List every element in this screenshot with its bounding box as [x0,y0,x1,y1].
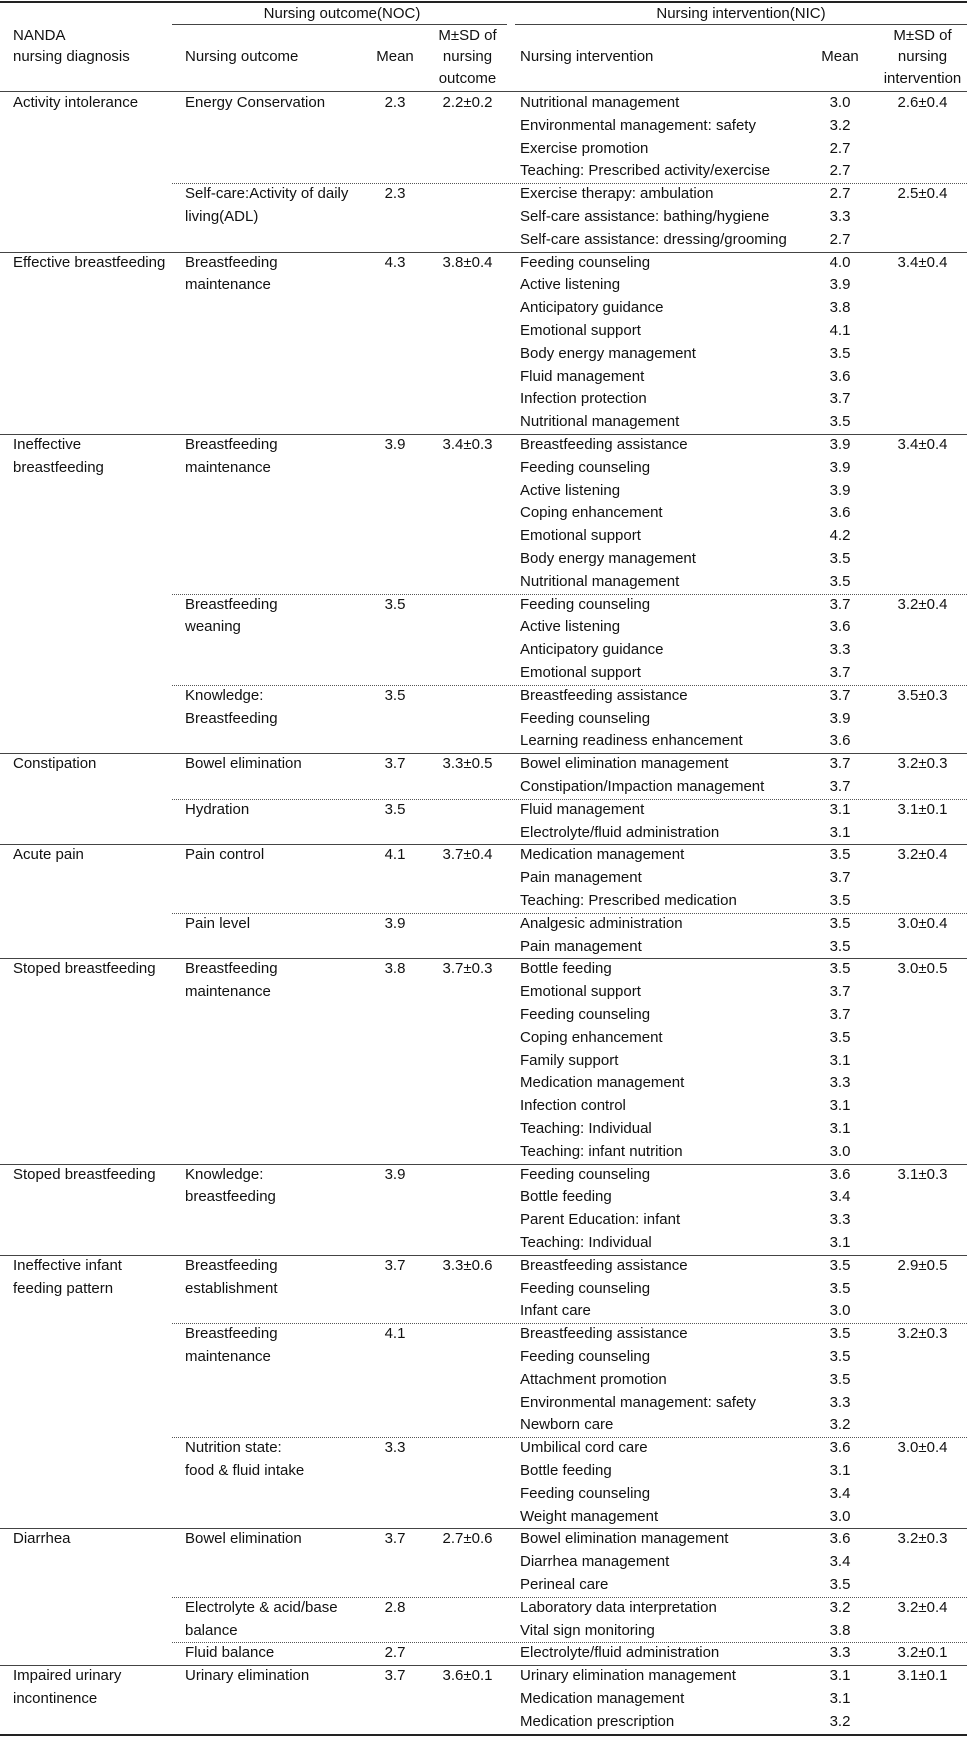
intervention-label: Body energy management [520,344,696,362]
intervention-label: Bottle feeding [520,960,612,978]
intervention-mean: 3.7 [829,755,851,773]
outcome-mean: 2.8 [384,1598,406,1616]
intervention-label: Emotional support [520,983,641,1001]
outcome-mean: 3.3 [384,1439,406,1457]
intervention-label: Breastfeeding assistance [520,1256,688,1274]
outcome-heading: Nursing outcome [185,48,299,65]
outcome-mean: 3.7 [384,1667,406,1685]
intervention-label: Active listening [520,276,621,294]
intervention-mean: 3.7 [829,595,851,613]
outcome-label: Bowel elimination [185,755,302,773]
intervention-mean: 3.7 [829,983,851,1001]
intervention-label: Environmental management: safety [520,116,756,134]
intervention-mean: 3.5 [829,892,851,909]
intervention-label: Breastfeeding assistance [520,1325,688,1343]
intervention-mean: 3.1 [829,1690,851,1707]
intervention-label: Teaching: Individual [520,1234,652,1251]
outcome-mean: 2.7 [384,1644,406,1662]
intervention-msd: 3.0±0.5 [897,960,948,978]
intervention-label: Medication management [520,1074,685,1092]
diagnosis-label: Impaired urinary [13,1667,122,1685]
intervention-label: Teaching: infant nutrition [520,1142,683,1160]
diagnosis-label: incontinence [13,1690,98,1707]
outcome-mean: 2.3 [384,94,406,111]
intervention-label: Diarrhea management [520,1553,670,1571]
intervention-mean: 3.9 [829,709,851,727]
outcome-msd: 3.3±0.6 [442,1256,493,1274]
intervention-msd: 3.2±0.4 [897,595,948,613]
intervention-mean: 3.1 [829,1462,851,1479]
intervention-label: Bottle feeding [520,1188,612,1206]
intervention-mean: 3.5 [829,550,851,567]
noc-msd-heading-3: outcome [438,70,497,87]
intervention-label: Bowel elimination management [520,1530,729,1548]
intervention-mean: 3.1 [829,1097,851,1115]
intervention-label: Feeding counseling [520,1348,651,1365]
diagnosis-label: Effective breastfeeding [13,253,166,271]
intervention-msd: 3.2±0.3 [897,755,948,773]
intervention-label: Emotional support [520,527,641,545]
intervention-label: Constipation/Impaction management [520,778,765,795]
intervention-label: Learning readiness enhancement [520,732,743,750]
intervention-label: Breastfeeding assistance [520,436,688,453]
intervention-mean: 3.5 [829,413,851,431]
intervention-label: Active listening [520,618,621,636]
outcome-label: Hydration [185,800,250,818]
intervention-label: Exercise therapy: ambulation [520,185,714,203]
outcome-msd: 3.7±0.3 [442,960,493,978]
outcome-mean: 3.5 [384,595,406,613]
intervention-msd: 3.2±0.4 [897,1598,948,1616]
intervention-mean: 3.5 [829,1348,851,1365]
diagnosis-label: Diarrhea [13,1530,71,1548]
intervention-mean: 3.5 [829,846,851,864]
outcome-mean: 3.7 [384,755,406,773]
intervention-msd: 2.9±0.5 [897,1256,948,1274]
intervention-mean: 3.4 [829,1553,851,1571]
intervention-mean: 3.2 [829,116,851,134]
intervention-msd: 3.0±0.4 [897,1439,948,1457]
outcome-label: Breastfeeding [185,1325,278,1343]
outcome-label: Urinary elimination [185,1667,310,1685]
intervention-mean: 3.2 [829,1598,851,1616]
outcome-label: Breastfeeding [185,253,278,271]
intervention-mean: 3.0 [829,1507,851,1525]
outcome-mean-heading: Mean [376,48,414,65]
outcome-label: Self-care:Activity of daily [185,185,349,203]
intervention-label: Teaching: Individual [520,1120,652,1137]
outcome-label: food & fluid intake [185,1462,305,1479]
outcome-mean: 3.5 [384,800,406,818]
intervention-mean: 3.0 [829,1142,851,1160]
intervention-label: Pain management [520,937,642,955]
intervention-label: Nutritional management [520,94,680,111]
intervention-label: Infant care [520,1302,591,1320]
intervention-msd: 3.4±0.4 [897,436,948,453]
outcome-label: living(ADL) [185,208,259,225]
outcome-label: Energy Conservation [185,94,326,111]
intervention-label: Self-care assistance: dressing/grooming [520,230,787,248]
intervention-label: Feeding counseling [520,1279,651,1297]
intervention-mean: 3.7 [829,390,851,408]
outcome-msd: 3.3±0.5 [442,755,493,773]
diagnosis-label: Ineffective infant [13,1256,122,1274]
outcome-mean: 3.5 [384,686,406,704]
intervention-mean: 3.5 [829,572,851,590]
intervention-mean: 4.1 [829,322,851,339]
intervention-label: Anticipatory guidance [520,641,664,659]
intervention-msd: 2.6±0.4 [897,94,948,111]
outcome-label: Fluid balance [185,1644,275,1662]
intervention-mean: 3.6 [829,618,851,636]
outcome-label: Knowledge: [185,1165,264,1183]
outcome-label: Electrolyte & acid/base [185,1598,338,1616]
intervention-msd: 3.2±0.4 [897,846,948,864]
intervention-mean: 3.2 [829,1712,851,1730]
noc-group-rule [172,24,507,25]
intervention-mean: 3.5 [829,1576,851,1593]
diagnosis-label: Stoped breastfeeding [13,960,156,978]
noc-group-heading: Nursing outcome(NOC) [263,5,421,22]
intervention-label: Vital sign monitoring [520,1621,655,1639]
outcome-mean: 3.8 [384,960,406,978]
intervention-mean: 3.7 [829,664,851,681]
intervention-label: Electrolyte/fluid administration [520,823,720,841]
outcome-mean: 3.9 [384,1165,406,1183]
intervention-mean: 3.5 [829,1370,851,1388]
intervention-mean: 3.5 [829,937,851,955]
intervention-mean: 3.6 [829,367,851,385]
intervention-mean: 3.0 [829,1302,851,1320]
intervention-label: Attachment promotion [520,1370,667,1388]
outcome-label: Nutrition state: [185,1439,282,1457]
intervention-mean: 3.3 [829,1211,851,1229]
intervention-label: Emotional support [520,322,641,339]
intervention-label: Teaching: Prescribed activity/exercise [520,162,771,180]
outcome-label: maintenance [185,983,271,1001]
intervention-label: Self-care assistance: bathing/hygiene [520,208,770,225]
intervention-mean: 3.4 [829,1484,851,1502]
intervention-mean: 3.5 [829,1279,851,1297]
intervention-label: Bottle feeding [520,1462,612,1479]
outcome-msd: 3.6±0.1 [442,1667,493,1685]
intervention-mean: 3.1 [829,823,851,841]
intervention-mean: 3.9 [829,276,851,294]
intervention-mean: 3.8 [829,1621,851,1639]
intervention-msd: 2.5±0.4 [897,185,948,203]
intervention-label: Coping enhancement [520,504,663,522]
outcome-label: establishment [185,1279,278,1297]
intervention-mean: 3.1 [829,800,851,818]
intervention-label: Medication prescription [520,1712,675,1730]
intervention-label: Parent Education: infant [520,1211,681,1229]
intervention-mean: 3.7 [829,778,851,795]
intervention-msd: 3.1±0.1 [897,800,948,818]
outcome-mean: 3.7 [384,1530,406,1548]
intervention-mean: 3.4 [829,1188,851,1206]
intervention-label: Laboratory data interpretation [520,1598,717,1616]
table-header [0,0,967,92]
diagnosis-label: Ineffective [13,436,82,453]
intervention-label: Weight management [520,1507,659,1525]
diagnosis-label: feeding pattern [13,1279,114,1297]
outcome-msd: 3.7±0.4 [442,846,493,864]
intervention-label: Feeding counseling [520,709,651,727]
intervention-label: Body energy management [520,550,696,567]
outcome-label: Pain control [185,846,265,864]
outcome-label: Bowel elimination [185,1530,302,1548]
intervention-label: Fluid management [520,800,645,818]
outcome-mean: 4.1 [384,1325,406,1343]
intervention-label: Bowel elimination management [520,755,729,773]
intervention-label: Family support [520,1051,619,1069]
intervention-mean: 3.3 [829,1393,851,1411]
intervention-mean: 3.3 [829,641,851,659]
outcome-label: Breastfeeding [185,709,278,727]
outcome-mean: 4.3 [384,253,406,271]
outcome-label: maintenance [185,276,271,294]
nanda-heading-line1: NANDA [13,27,66,44]
nic-msd-heading-2: nursing [897,48,948,65]
nanda-heading-line2: nursing diagnosis [13,48,130,65]
outcome-mean: 3.9 [384,914,406,932]
intervention-label: Feeding counseling [520,1006,651,1023]
intervention-label: Electrolyte/fluid administration [520,1644,720,1662]
outcome-label: Breastfeeding [185,960,278,978]
intervention-label: Active listening [520,481,621,499]
diagnosis-label: Stoped breastfeeding [13,1165,156,1183]
intervention-mean: 3.8 [829,299,851,317]
outcome-mean: 3.7 [384,1256,406,1274]
intervention-mean: 3.5 [829,1325,851,1343]
intervention-mean: 3.5 [829,344,851,362]
outcome-mean: 3.9 [384,436,406,453]
intervention-label: Feeding counseling [520,458,651,476]
intervention-label: Medication management [520,846,685,864]
intervention-label: Anticipatory guidance [520,299,664,317]
intervention-mean: 4.2 [829,527,851,545]
intervention-mean: 3.3 [829,208,851,225]
outcome-label: Breastfeeding [185,436,278,453]
intervention-label: Pain management [520,869,642,887]
noc-msd-heading-1: M±SD of [438,27,497,44]
intervention-mean: 3.1 [829,1120,851,1137]
intervention-mean: 3.9 [829,458,851,476]
outcome-mean: 2.3 [384,185,406,203]
intervention-label: Urinary elimination management [520,1667,736,1685]
intervention-msd: 3.4±0.4 [897,253,948,271]
intervention-label: Umbilical cord care [520,1439,648,1457]
intervention-mean: 4.0 [829,253,851,271]
intervention-mean: 3.3 [829,1644,851,1662]
intervention-label: Feeding counseling [520,253,651,271]
intervention-msd: 3.5±0.3 [897,686,948,704]
diagnosis-label: Constipation [13,755,97,773]
top-rule [0,1,967,3]
intervention-mean: 2.7 [829,230,851,248]
outcome-label: maintenance [185,458,271,476]
outcome-label: Knowledge: [185,686,264,704]
intervention-msd: 3.1±0.3 [897,1165,948,1183]
intervention-label: Infection control [520,1097,626,1115]
outcome-label: weaning [185,618,241,636]
intervention-msd: 3.2±0.1 [897,1644,948,1662]
intervention-mean: 3.7 [829,869,851,887]
header-bottom-rule [0,91,967,92]
intervention-label: Breastfeeding assistance [520,686,688,704]
diagnosis-divider [0,1734,967,1736]
intervention-mean: 3.6 [829,1439,851,1457]
intervention-mean: 3.6 [829,1165,851,1183]
intervention-mean: 3.5 [829,1028,851,1046]
intervention-label: Teaching: Prescribed medication [520,892,737,909]
intervention-msd: 3.0±0.4 [897,914,948,932]
intervention-msd: 3.2±0.3 [897,1325,948,1343]
intervention-mean: 2.7 [829,139,851,157]
intervention-label: Nutritional management [520,413,680,431]
outcome-label: maintenance [185,1348,271,1365]
intervention-mean: 2.7 [829,185,851,203]
intervention-mean: 3.6 [829,732,851,750]
nic-msd-heading-1: M±SD of [893,27,952,44]
nic-group-heading: Nursing intervention(NIC) [656,5,826,22]
intervention-label: Coping enhancement [520,1028,663,1046]
intervention-label: Infection protection [520,390,647,408]
intervention-label: Environmental management: safety [520,1393,756,1411]
intervention-mean: 3.5 [829,960,851,978]
intervention-mean-heading: Mean [821,48,859,65]
outcome-mean: 4.1 [384,846,406,864]
nic-group-rule [515,24,967,25]
intervention-msd: 3.2±0.3 [897,1530,948,1548]
intervention-mean: 3.0 [829,94,851,111]
intervention-mean: 3.9 [829,481,851,499]
intervention-label: Nutritional management [520,572,680,590]
intervention-mean: 3.1 [829,1234,851,1251]
intervention-mean: 3.9 [829,436,851,453]
intervention-mean: 3.5 [829,914,851,932]
intervention-mean: 3.1 [829,1667,851,1685]
intervention-label: Emotional support [520,664,641,681]
intervention-label: Newborn care [520,1416,614,1434]
outcome-msd: 2.7±0.6 [442,1530,493,1548]
intervention-mean: 2.7 [829,162,851,180]
diagnosis-label: Acute pain [13,846,84,864]
outcome-msd: 2.2±0.2 [442,94,493,111]
outcome-msd: 3.4±0.3 [442,436,493,453]
intervention-label: Feeding counseling [520,1165,651,1183]
intervention-mean: 3.6 [829,1530,851,1548]
intervention-label: Feeding counseling [520,595,651,613]
nic-msd-heading-3: intervention [883,70,962,87]
intervention-mean: 3.7 [829,1006,851,1023]
outcome-label: Breastfeeding [185,595,278,613]
intervention-mean: 3.1 [829,1051,851,1069]
intervention-label: Perineal care [520,1576,609,1593]
outcome-label: Breastfeeding [185,1256,278,1274]
intervention-label: Medication management [520,1690,685,1707]
diagnosis-label: breastfeeding [13,458,104,476]
intervention-mean: 3.5 [829,1256,851,1274]
intervention-mean: 3.6 [829,504,851,522]
intervention-heading: Nursing intervention [520,48,654,65]
outcome-msd: 3.8±0.4 [442,253,493,271]
outcome-label: balance [185,1621,238,1639]
outcome-label: breastfeeding [185,1188,276,1206]
intervention-mean: 3.2 [829,1416,851,1434]
diagnosis-label: Activity intolerance [13,94,139,111]
intervention-msd: 3.1±0.1 [897,1667,948,1685]
intervention-label: Fluid management [520,367,645,385]
noc-msd-heading-2: nursing [442,48,493,65]
outcome-label: Pain level [185,914,251,932]
intervention-mean: 3.7 [829,686,851,704]
intervention-mean: 3.3 [829,1074,851,1092]
intervention-label: Analgesic administration [520,914,683,932]
intervention-label: Feeding counseling [520,1484,651,1502]
intervention-label: Exercise promotion [520,139,649,157]
